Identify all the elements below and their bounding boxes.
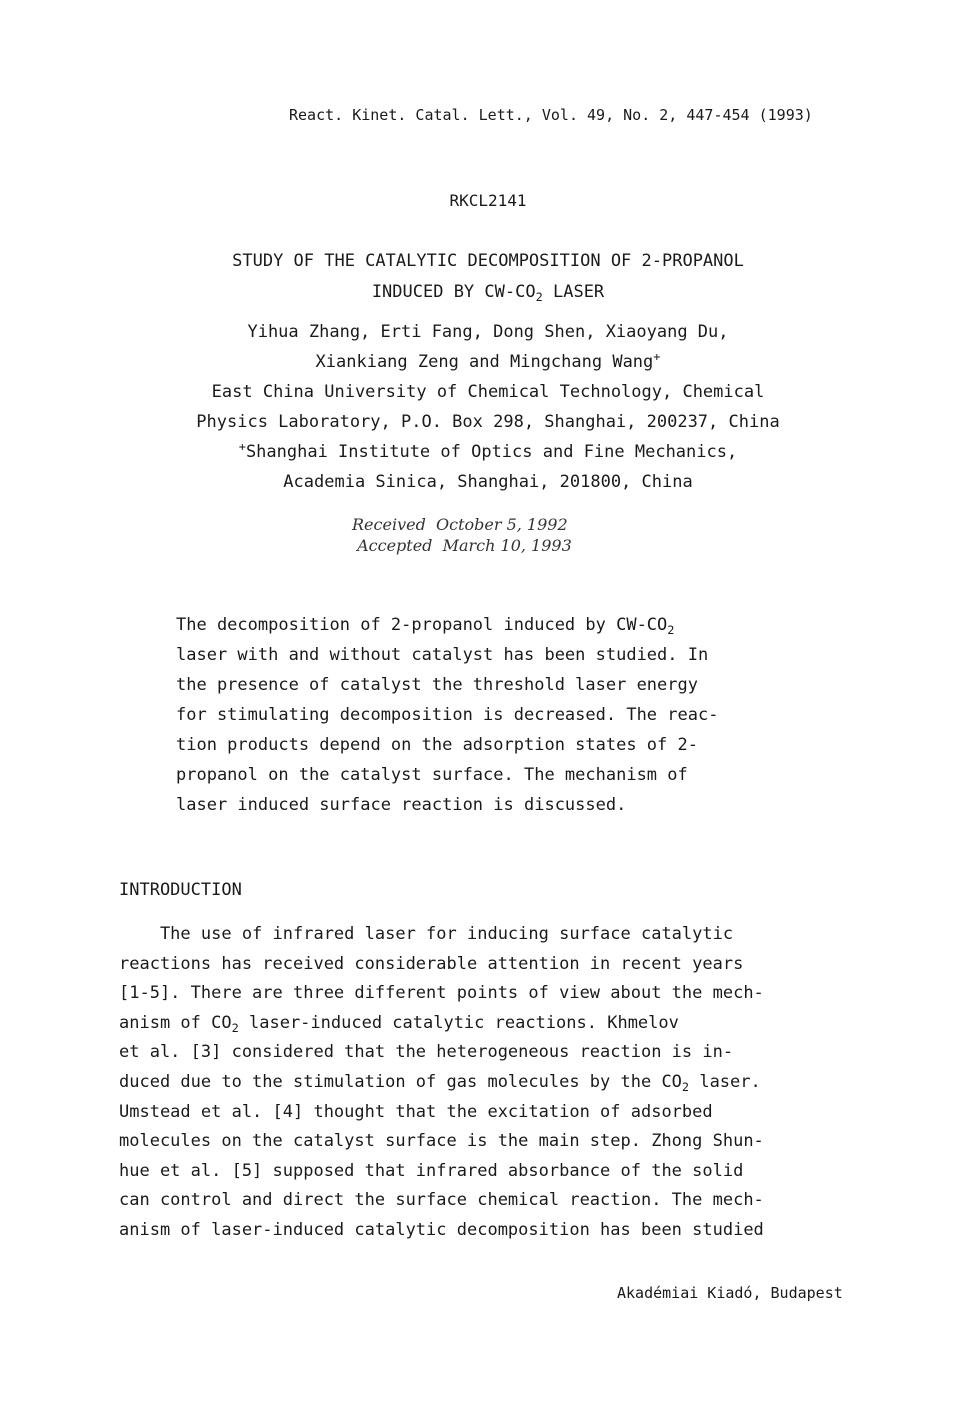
body-text: duced due to the stimulation of gas molecules by the CO bbox=[119, 1071, 682, 1092]
introduction-body bbox=[119, 920, 764, 1246]
abstract-line: laser induced surface reaction is discussed. bbox=[176, 795, 627, 815]
section-heading: INTRODUCTION bbox=[119, 880, 242, 900]
affiliation-line-1: East China University of Chemical Technology, Chemical bbox=[211, 382, 765, 402]
affiliation-mark: + bbox=[653, 349, 661, 364]
publisher-footer: Akadémiai Kiadó, Budapest bbox=[617, 1284, 843, 1302]
journal-reference: React. Kinet. Catal. Lett., Vol. 49, No. 2, 447-454 (1993) bbox=[289, 106, 813, 124]
title-text: LASER bbox=[542, 282, 605, 302]
abstract-text: The decomposition of 2-propanol induced by CW-CO bbox=[176, 615, 668, 635]
title-line-2 bbox=[0, 282, 976, 305]
article-code: RKCL2141 bbox=[449, 191, 527, 210]
subscript: 2 bbox=[231, 1020, 239, 1035]
authors-text: Xiankiang Zeng and Mingchang Wang bbox=[315, 352, 654, 372]
body-line: The use of infrared laser for inducing surface catalytic bbox=[119, 924, 734, 944]
affiliation-line-2: Physics Laboratory, P.O. Box 298, Shanghai, 200237, China bbox=[196, 412, 780, 432]
subscript: 2 bbox=[681, 1080, 690, 1095]
submission-dates bbox=[352, 514, 572, 556]
body-line bbox=[119, 1009, 764, 1039]
abstract-line: the presence of catalyst the threshold laser energy bbox=[176, 675, 698, 695]
affiliation-text: Shanghai Institute of Optics and Fine Mechanics, bbox=[245, 442, 738, 462]
body-line: [1-5]. There are three different points of view about the mech- bbox=[119, 983, 764, 1004]
authors-line-1: Yihua Zhang, Erti Fang, Dong Shen, Xiaoyang Du, bbox=[247, 322, 729, 342]
abstract-line: for stimulating decomposition is decreased. The reac- bbox=[176, 705, 719, 725]
abstract-line: tion products depend on the adsorption states of 2- bbox=[176, 735, 698, 755]
title-line-1: STUDY OF THE CATALYTIC DECOMPOSITION OF 2-PROPANOL bbox=[232, 251, 744, 271]
body-text: laser-induced catalytic reactions. Khmelov bbox=[238, 1012, 679, 1033]
body-line: molecules on the catalyst surface is the main step. Zhong Shun- bbox=[119, 1131, 764, 1152]
title-text: INDUCED BY CW-CO bbox=[371, 282, 536, 302]
subscript: 2 bbox=[535, 290, 543, 305]
body-text: anism of CO bbox=[119, 1012, 232, 1033]
body-line bbox=[119, 1068, 764, 1098]
body-text: laser. bbox=[689, 1071, 761, 1092]
body-line: anism of laser-induced catalytic decomposition has been studied bbox=[119, 1219, 764, 1240]
affiliation-line-4: Academia Sinica, Shanghai, 201800, China bbox=[283, 472, 693, 492]
subscript: 2 bbox=[667, 623, 675, 638]
authors-line-2 bbox=[0, 349, 976, 372]
affiliation-mark: + bbox=[238, 439, 246, 454]
body-line: can control and direct the surface chemical reaction. The mech- bbox=[119, 1190, 764, 1211]
accepted-date: Accepted March 10, 1993 bbox=[352, 536, 572, 555]
body-line: et al. [3] considered that the heterogeneous reaction is in- bbox=[119, 1042, 734, 1063]
body-line: hue et al. [5] supposed that infrared absorbance of the solid bbox=[119, 1160, 744, 1181]
body-line: reactions has received considerable attention in recent years bbox=[119, 953, 744, 974]
body-line: Umstead et al. [4] thought that the excitation of adsorbed bbox=[119, 1101, 713, 1122]
abstract bbox=[176, 610, 718, 820]
abstract-line bbox=[176, 610, 718, 640]
abstract-line: laser with and without catalyst has been studied. In bbox=[176, 645, 709, 665]
abstract-line: propanol on the catalyst surface. The mechanism of bbox=[176, 765, 688, 785]
received-date: Received October 5, 1992 bbox=[352, 515, 568, 534]
affiliation-line-3 bbox=[0, 439, 976, 462]
